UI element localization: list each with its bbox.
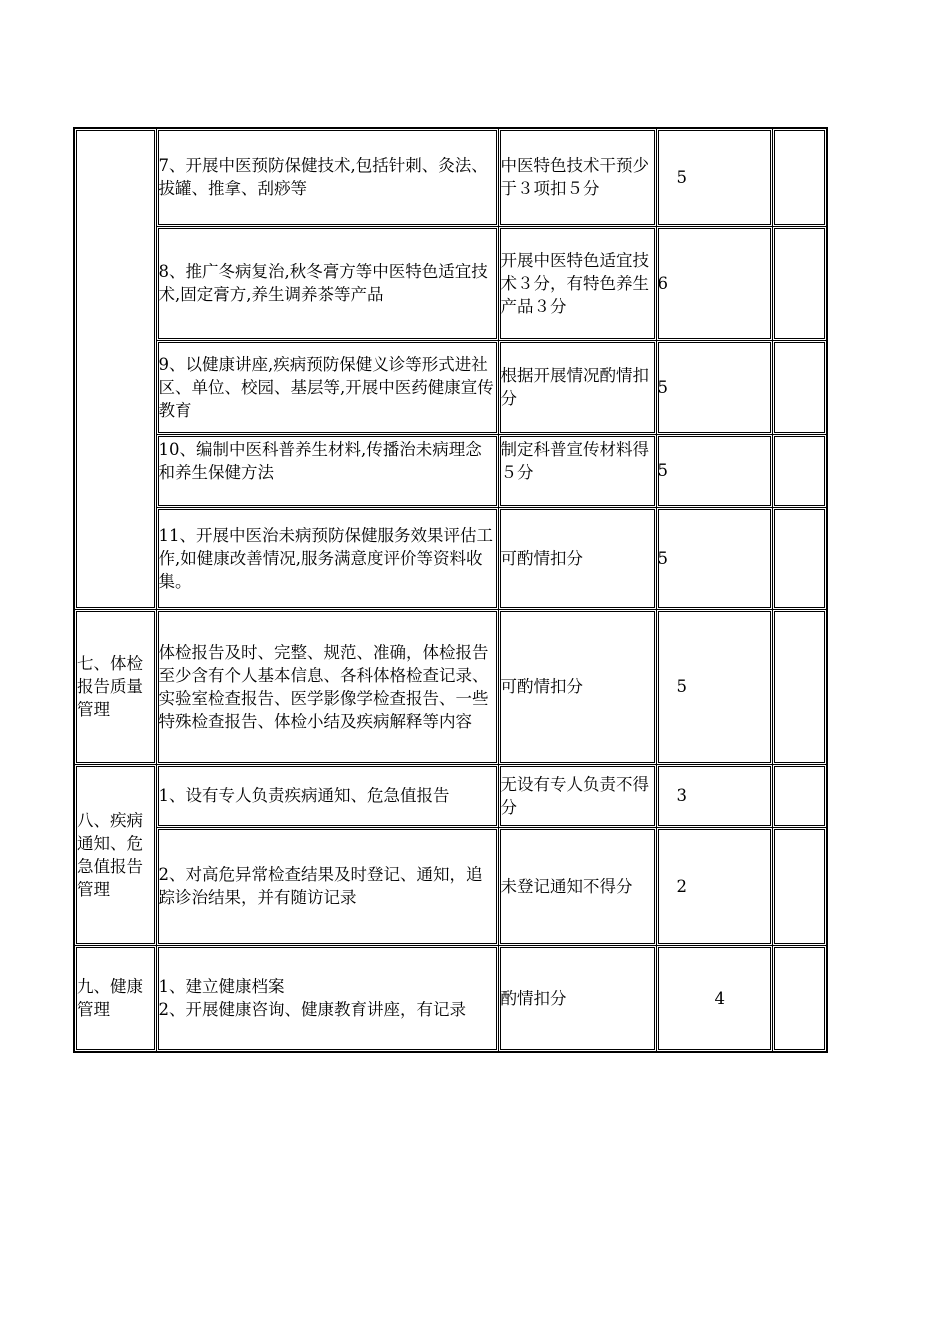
- item-cell: [156, 945, 498, 1052]
- category-cell: 八、疾病通知、危急值报告管理: [74, 764, 156, 945]
- scoring-table: [73, 127, 828, 1053]
- category-cell: 九、健康管理: [74, 945, 156, 1052]
- score-cell: 4: [656, 945, 772, 1052]
- item-cell: 体检报告及时、完整、规范、准确，体检报告至少含有个人基本信息、各科体格检查记录、实验室检查报告、医学影像学检查报告、一些特殊检查报告、体检小结及疾病解释等内容: [156, 609, 498, 764]
- item-cell: 10、编制中医科普养生材料,传播治未病理念和养生保健方法: [156, 434, 498, 507]
- score-cell: 5: [656, 434, 772, 507]
- item-line: 1、建立健康档案: [158, 977, 285, 997]
- table-row: [74, 340, 827, 434]
- category-cell: 七、体检报告质量管理: [74, 609, 156, 764]
- table-row: [74, 827, 827, 945]
- blank-cell: [772, 764, 827, 827]
- table-row: [74, 507, 827, 609]
- item-cell: 9、以健康讲座,疾病预防保健义诊等形式进社区、单位、校园、基层等,开展中医药健康宣传教育: [156, 340, 498, 434]
- score-cell: 6: [656, 226, 772, 340]
- score-cell: 5: [656, 609, 772, 764]
- item-cell: 1、设有专人负责疾病通知、危急值报告: [156, 764, 498, 827]
- item-cell: 8、推广冬病复治,秋冬膏方等中医特色适宜技术,固定膏方,养生调养茶等产品: [156, 226, 498, 340]
- blank-cell: [772, 945, 827, 1052]
- score-cell: 5: [656, 340, 772, 434]
- score-cell: 3: [656, 764, 772, 827]
- blank-cell: [772, 609, 827, 764]
- criteria-cell: 中医特色技术干预少于３项扣５分: [498, 128, 656, 226]
- criteria-cell: 制定科普宣传材料得５分: [498, 434, 656, 507]
- table-row: [74, 226, 827, 340]
- item-cell: 11、开展中医治未病预防保健服务效果评估工作,如健康改善情况,服务满意度评价等资料收集。: [156, 507, 498, 609]
- table-row: [74, 434, 827, 507]
- item-cell: 7、开展中医预防保健技术,包括针刺、灸法、拔罐、推拿、刮痧等: [156, 128, 498, 226]
- score-cell: 5: [656, 128, 772, 226]
- table-row: [74, 764, 827, 827]
- blank-cell: [772, 507, 827, 609]
- score-cell: 2: [656, 827, 772, 945]
- criteria-cell: 根据开展情况酌情扣分: [498, 340, 656, 434]
- score-cell: 5: [656, 507, 772, 609]
- criteria-cell: 无设有专人负责不得分: [498, 764, 656, 827]
- criteria-cell: 开展中医特色适宜技术３分，有特色养生产品３分: [498, 226, 656, 340]
- blank-cell: [772, 434, 827, 507]
- blank-cell: [772, 226, 827, 340]
- table-row: [74, 128, 827, 226]
- table-row: [74, 945, 827, 1052]
- blank-cell: [772, 340, 827, 434]
- criteria-cell: 可酌情扣分: [498, 507, 656, 609]
- item-line: 2、开展健康咨询、健康教育讲座，有记录: [158, 1000, 466, 1020]
- criteria-cell: 酌情扣分: [498, 945, 656, 1052]
- category-cell: [74, 128, 156, 609]
- blank-cell: [772, 827, 827, 945]
- criteria-cell: 可酌情扣分: [498, 609, 656, 764]
- criteria-cell: 未登记通知不得分: [498, 827, 656, 945]
- table-row: [74, 609, 827, 764]
- blank-cell: [772, 128, 827, 226]
- item-cell: 2、对高危异常检查结果及时登记、通知，追踪诊治结果，并有随访记录: [156, 827, 498, 945]
